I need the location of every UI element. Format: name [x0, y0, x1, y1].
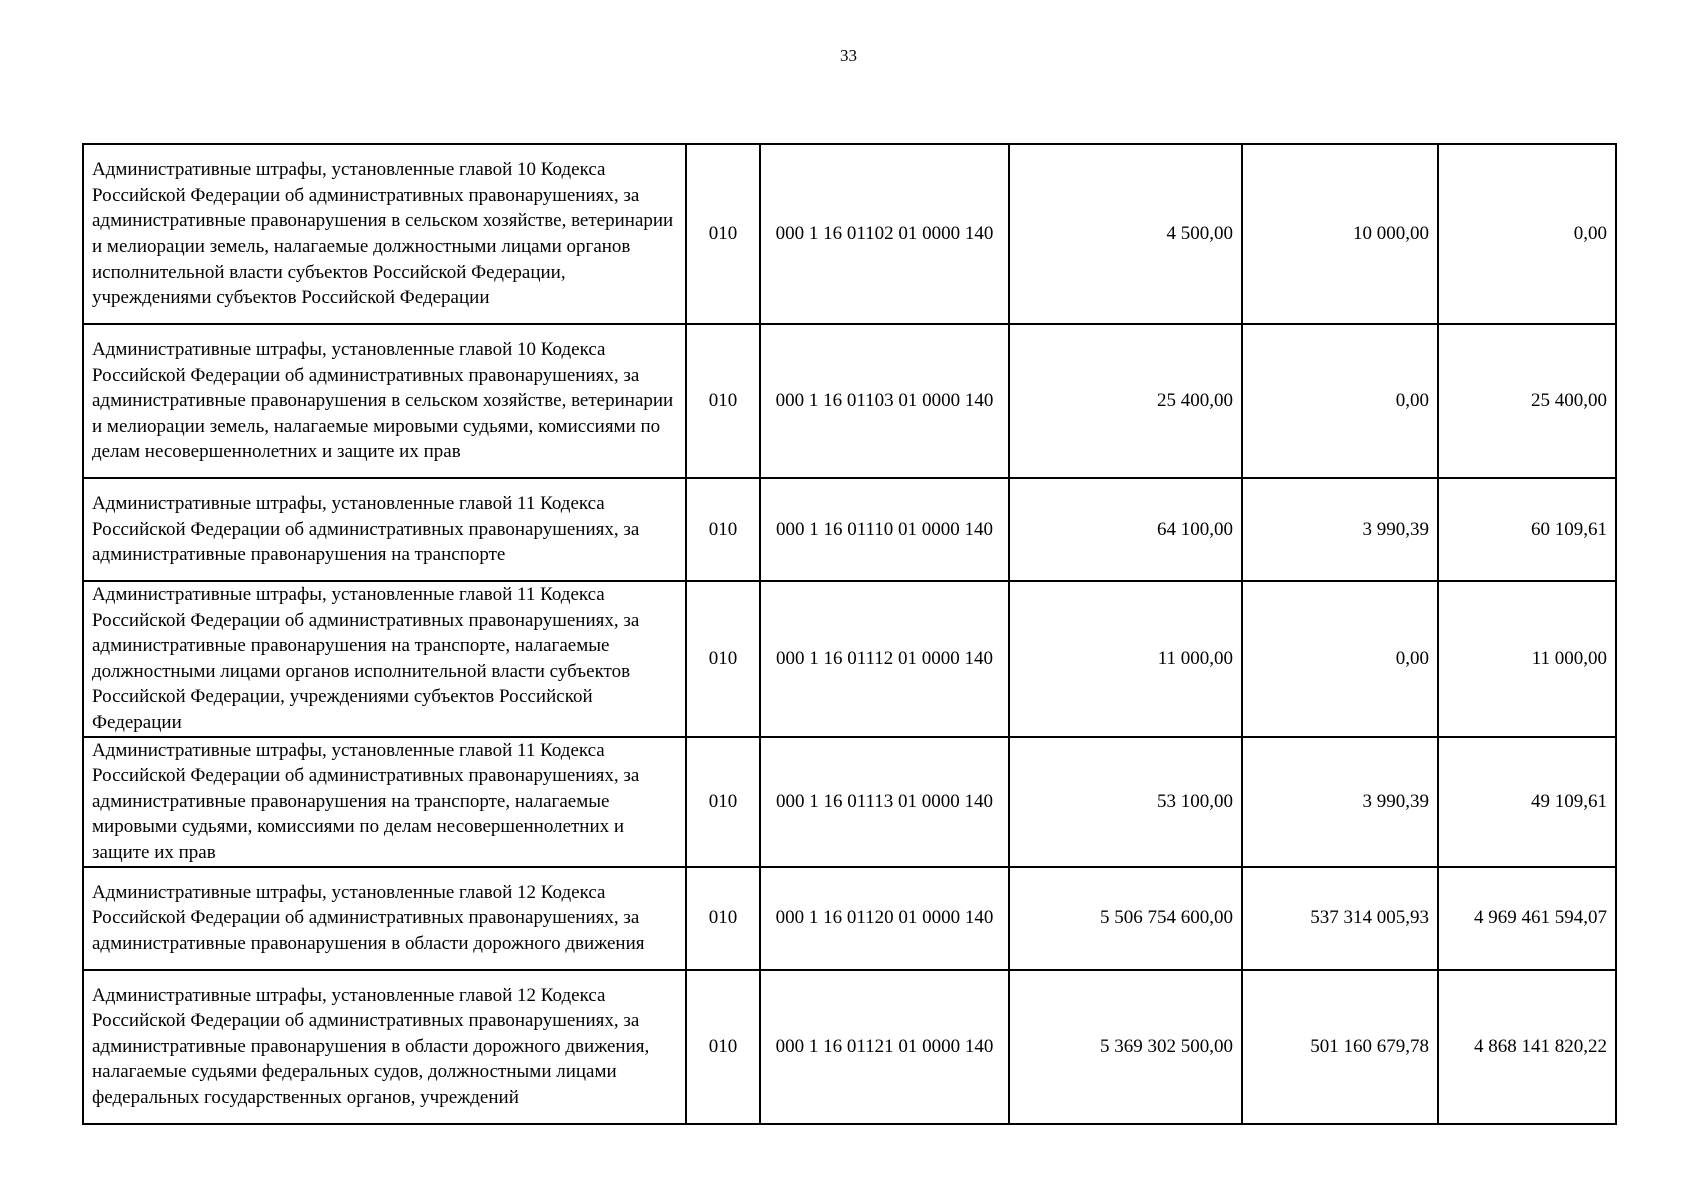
row-unexecuted-cell: 25 400,00 — [1438, 324, 1616, 478]
row-unexecuted-cell: 4 969 461 594,07 — [1438, 867, 1616, 970]
row-executed-cell: 537 314 005,93 — [1242, 867, 1438, 970]
row-executed-cell: 501 160 679,78 — [1242, 970, 1438, 1124]
page-number: 33 — [840, 46, 857, 65]
row-code-cell: 010 — [686, 478, 760, 581]
row-name-cell: Административные штрафы, установленные главой 11 Кодекса Российской Федерации об административных правонарушениях, за административные правонарушения на транспорте, налагаемые должностными лицами органов исполнительной власти субъектов Российской Федерации, учреждениями субъектов Российской Федерации — [83, 581, 686, 737]
row-approved-cell: 64 100,00 — [1009, 478, 1242, 581]
table-row — [83, 867, 1616, 970]
row-code-cell: 010 — [686, 867, 760, 970]
row-kbk-cell: 000 1 16 01121 01 0000 140 — [760, 970, 1009, 1124]
row-kbk-cell: 000 1 16 01120 01 0000 140 — [760, 867, 1009, 970]
row-code-cell: 010 — [686, 144, 760, 324]
table-row — [83, 970, 1616, 1124]
row-unexecuted-cell: 0,00 — [1438, 144, 1616, 324]
row-name-cell: Административные штрафы, установленные главой 12 Кодекса Российской Федерации об административных правонарушениях, за административные правонарушения в области дорожного движения — [83, 867, 686, 970]
row-kbk-cell: 000 1 16 01113 01 0000 140 — [760, 737, 1009, 867]
row-approved-cell: 11 000,00 — [1009, 581, 1242, 737]
row-code-cell: 010 — [686, 737, 760, 867]
row-name-cell: Административные штрафы, установленные главой 11 Кодекса Российской Федерации об административных правонарушениях, за административные правонарушения на транспорте — [83, 478, 686, 581]
row-executed-cell: 0,00 — [1242, 581, 1438, 737]
row-code-cell: 010 — [686, 324, 760, 478]
row-kbk-cell: 000 1 16 01110 01 0000 140 — [760, 478, 1009, 581]
row-kbk-cell: 000 1 16 01112 01 0000 140 — [760, 581, 1009, 737]
row-unexecuted-cell: 60 109,61 — [1438, 478, 1616, 581]
row-executed-cell: 10 000,00 — [1242, 144, 1438, 324]
table-row — [83, 144, 1616, 324]
row-code-cell: 010 — [686, 970, 760, 1124]
row-name-cell: Административные штрафы, установленные главой 11 Кодекса Российской Федерации об административных правонарушениях, за административные правонарушения на транспорте, налагаемые мировыми судьями, комиссиями по делам несовершеннолетних и защите их прав — [83, 737, 686, 867]
row-approved-cell: 5 506 754 600,00 — [1009, 867, 1242, 970]
row-name-cell: Административные штрафы, установленные главой 12 Кодекса Российской Федерации об административных правонарушениях, за административные правонарушения в области дорожного движения, налагаемые судьями федеральных судов, должностными лицами федеральных государственных органов, учреждений — [83, 970, 686, 1124]
row-unexecuted-cell: 4 868 141 820,22 — [1438, 970, 1616, 1124]
row-approved-cell: 53 100,00 — [1009, 737, 1242, 867]
row-approved-cell: 25 400,00 — [1009, 324, 1242, 478]
table-row — [83, 581, 1616, 737]
row-unexecuted-cell: 49 109,61 — [1438, 737, 1616, 867]
table-row — [83, 324, 1616, 478]
row-executed-cell: 3 990,39 — [1242, 737, 1438, 867]
row-kbk-cell: 000 1 16 01102 01 0000 140 — [760, 144, 1009, 324]
table-row — [83, 478, 1616, 581]
row-approved-cell: 5 369 302 500,00 — [1009, 970, 1242, 1124]
row-approved-cell: 4 500,00 — [1009, 144, 1242, 324]
revenue-table — [82, 143, 1617, 1125]
table-row — [83, 737, 1616, 867]
row-name-cell: Административные штрафы, установленные главой 10 Кодекса Российской Федерации об административных правонарушениях, за административные правонарушения в сельском хозяйстве, ветеринарии и мелиорации земель, налагаемые мировыми судьями, комиссиями по делам несовершеннолетних и защите их прав — [83, 324, 686, 478]
row-code-cell: 010 — [686, 581, 760, 737]
row-unexecuted-cell: 11 000,00 — [1438, 581, 1616, 737]
row-executed-cell: 0,00 — [1242, 324, 1438, 478]
row-name-cell: Административные штрафы, установленные главой 10 Кодекса Российской Федерации об административных правонарушениях, за административные правонарушения в сельском хозяйстве, ветеринарии и мелиорации земель, налагаемые должностными лицами органов исполнительной власти субъектов Российской Федерации, учреждениями субъектов Российской Федерации — [83, 144, 686, 324]
row-executed-cell: 3 990,39 — [1242, 478, 1438, 581]
row-kbk-cell: 000 1 16 01103 01 0000 140 — [760, 324, 1009, 478]
